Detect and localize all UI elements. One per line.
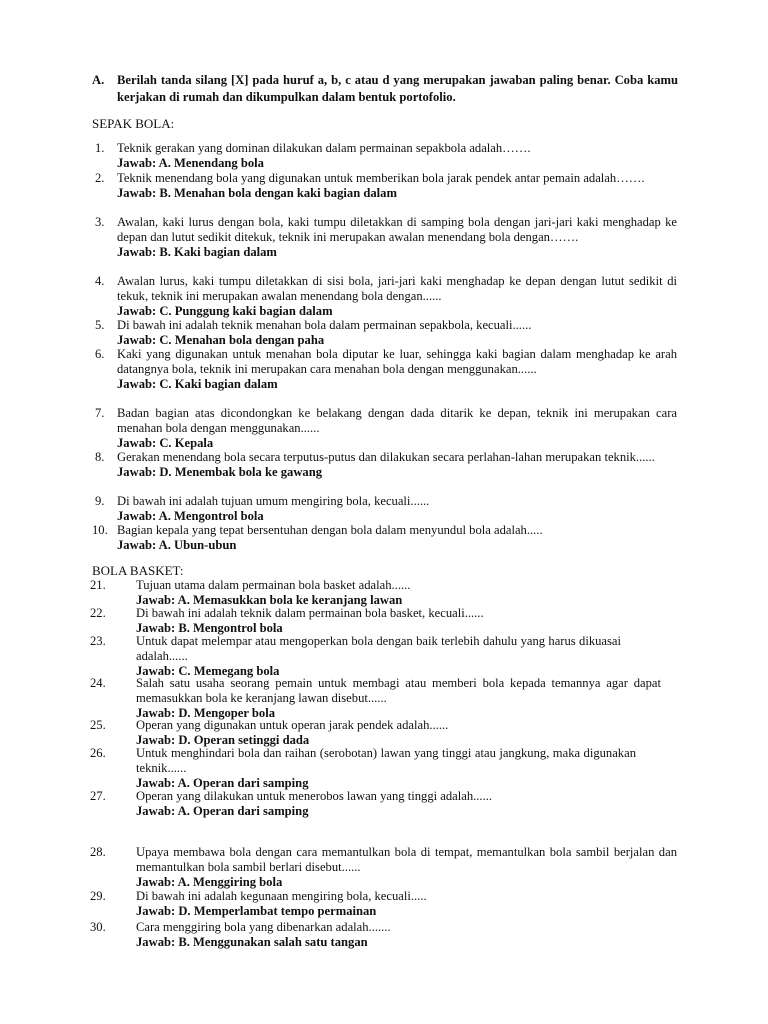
answer-text: Jawab: C. Memegang bola [136,664,280,679]
question-number: 8. [95,450,105,464]
question-text: Awalan, kaki lurus dengan bola, kaki tumpu diletakkan di samping bola dengan jari-jari kaki menghadap ke depan dan lutut sedikit ditekuk, teknik ini merupakan awalan menendang bola dengan……. [117,215,677,245]
question-number: 30. [90,920,106,934]
question-number: 26. [90,746,106,760]
answer-text: Jawab: A. Mengontrol bola [117,509,264,524]
question-text: Di bawah ini adalah kegunaan mengiring bola, kecuali..... [136,889,427,903]
question-number: 4. [95,274,105,288]
question-number: 2. [95,171,105,185]
question-text: Di bawah ini adalah teknik dalam permainan bola basket, kecuali...... [136,606,484,620]
question-item [95,406,677,452]
answer-text: Jawab: A. Menendang bola [117,156,264,171]
question-text: Teknik gerakan yang dominan dilakukan dalam permainan sepakbola adalah……. [117,141,531,155]
instructions-marker: A. [92,73,105,87]
question-number: 22. [90,606,106,620]
question-item [90,789,677,819]
question-text: Gerakan menendang bola secara terputus-putus dan dilakukan secara perlahan-lahan merupakan teknik...... [117,450,655,464]
question-item [95,347,677,393]
question-text: Tujuan utama dalam permainan bola basket adalah...... [136,578,411,592]
answer-text: Jawab: B. Mengontrol bola [136,621,283,636]
answer-text: Jawab: D. Operan setinggi dada [136,733,310,748]
question-text: Cara menggiring bola yang dibenarkan adalah....... [136,920,391,934]
question-text: Operan yang dilakukan untuk menerobos lawan yang tinggi adalah...... [136,789,493,803]
question-number: 29. [90,889,106,903]
question-number: 24. [90,676,106,690]
question-item [92,523,677,553]
question-text: Untuk menghindari bola dan raihan (serobotan) lawan yang tinggi atau jangkung, maka digunakan teknik...... [136,746,636,776]
question-item [90,606,677,636]
question-item [90,889,677,919]
question-number: 6. [95,347,105,361]
answer-text: Jawab: A. Ubun-ubun [117,538,237,553]
instructions-text: Berilah tanda silang [X] pada huruf a, b, c atau d yang merupakan jawaban paling benar. Coba kamu kerjakan di rumah dan dikumpulkan dalam bentuk portofolio. [117,73,678,104]
question-item [95,141,677,171]
answer-text: Jawab: B. Menggunakan salah satu tangan [136,935,368,950]
question-number: 28. [90,845,106,859]
answer-text: Jawab: C. Kepala [117,436,214,451]
instructions [92,72,678,106]
answer-text: Jawab: D. Mengoper bola [136,706,275,721]
question-number: 3. [95,215,105,229]
question-text: Di bawah ini adalah teknik menahan bola dalam permainan sepakbola, kecuali...... [117,318,532,332]
question-number: 7. [95,406,105,420]
question-number: 1. [95,141,105,155]
question-item [95,494,677,524]
question-item [90,676,677,722]
question-item [90,634,677,680]
answer-text: Jawab: A. Operan dari samping [136,776,309,791]
question-text: Badan bagian atas dicondongkan ke belakang dengan dada ditarik ke depan, teknik ini merupakan cara menahan bola dengan menggunakan...... [117,406,677,436]
question-number: 25. [90,718,106,732]
question-text: Untuk dapat melempar atau mengoperkan bola dengan baik terlebih dahulu yang harus dikuasai adalah...... [136,634,621,664]
question-item [90,578,677,608]
answer-text: Jawab: D. Menembak bola ke gawang [117,465,323,480]
answer-text: Jawab: B. Kaki bagian dalam [117,245,277,260]
answer-text: Jawab: D. Memperlambat tempo permainan [136,904,377,919]
question-item [95,318,677,348]
question-number: 10. [92,523,108,537]
question-text: Awalan lurus, kaki tumpu diletakkan di sisi bola, jari-jari kaki menghadap ke depan dengan lutut sedikit di tekuk, teknik ini merupakan awalan menendang bola dengan...... [117,274,677,304]
question-item [95,274,677,320]
answer-text: Jawab: A. Operan dari samping [136,804,309,819]
question-item [90,920,677,950]
question-number: 5. [95,318,105,332]
question-number: 21. [90,578,106,592]
question-number: 9. [95,494,105,508]
question-item [95,171,677,201]
question-text: Upaya membawa bola dengan cara memantulkan bola di tempat, memantulkan bola sambil berjalan dan memantulkan bola sambil berlari disebut...... [136,845,677,875]
question-item [95,450,677,480]
question-text: Operan yang digunakan untuk operan jarak pendek adalah...... [136,718,449,732]
answer-text: Jawab: C. Menahan bola dengan paha [117,333,325,348]
question-item [90,718,677,748]
answer-text: Jawab: C. Kaki bagian dalam [117,377,278,392]
question-item [90,746,677,792]
question-text: Kaki yang digunakan untuk menahan bola diputar ke luar, sehingga kaki bagian dalam menghadap ke arah datangnya bola, teknik ini merupakan cara menahan bola dengan menggunakan...... [117,347,677,377]
question-number: 27. [90,789,106,803]
question-text: Teknik menendang bola yang digunakan untuk memberikan bola jarak pendek antar pemain adalah……. [117,171,645,185]
answer-text: Jawab: A. Menggiring bola [136,875,283,890]
question-number: 23. [90,634,106,648]
section-heading-sepak-bola: SEPAK BOLA: [92,116,175,131]
question-text: Di bawah ini adalah tujuan umum mengiring bola, kecuali...... [117,494,430,508]
answer-text: Jawab: A. Memasukkan bola ke keranjang lawan [136,593,403,608]
section-heading-bola-basket: BOLA BASKET: [92,563,184,578]
question-text: Bagian kepala yang tepat bersentuhan dengan bola dalam menyundul bola adalah..... [117,523,543,537]
question-item [90,845,677,891]
answer-text: Jawab: C. Punggung kaki bagian dalam [117,304,333,319]
question-text: Salah satu usaha seorang pemain untuk membagi atau memberi bola kepada temannya agar dapat memasukkan bola ke keranjang lawan disebut...... [136,676,661,706]
question-item [95,215,677,261]
answer-text: Jawab: B. Menahan bola dengan kaki bagian dalam [117,186,397,201]
